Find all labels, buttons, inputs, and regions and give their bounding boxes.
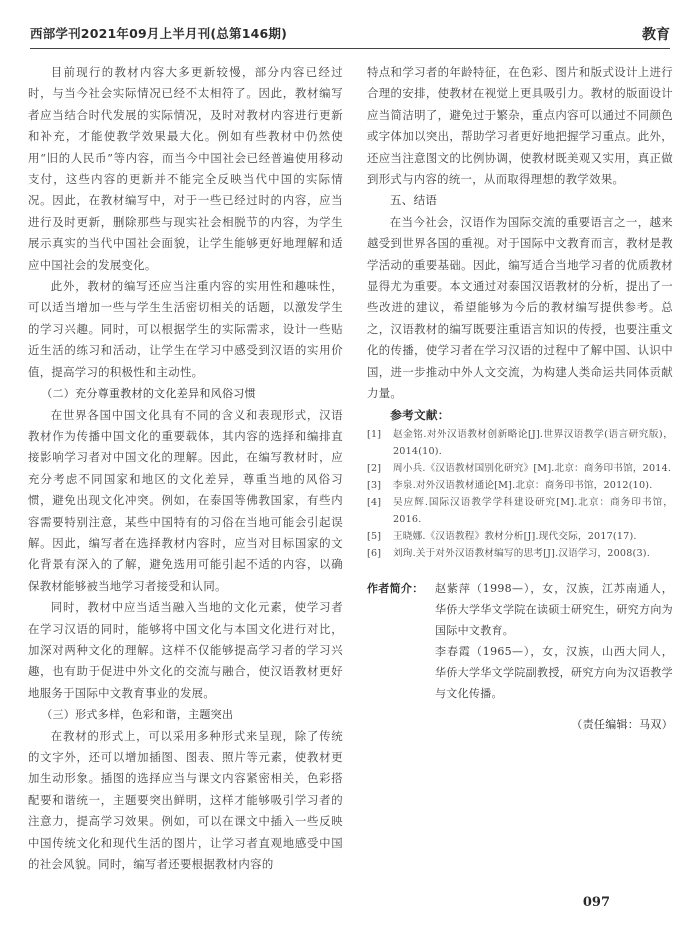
page-number: 097: [582, 895, 610, 910]
reference-item: [367, 494, 673, 528]
paragraph: 在世界各国中国文化具有不同的含义和表现形式，汉语教材作为传播中国文化的重要载体，其内容的选择和编排直接影响学习者对中国文化的理解。因此，在编写教材时，应充分考虑不同国家和地区的文化差异，尊重当地的风俗习惯，避免出现文化冲突。例如，在泰国等佛教国家，有些内容需要特别注意，某些中国特有的习俗在当地可能会引起误解。因此，编写者在选择教材内容时，应当对目标国家的文化背景有深入的了解，避免选用可能引起不适的内容，以确保教材能够被当地学习者接受和认同。: [28, 407, 343, 593]
right-column: [367, 62, 673, 735]
reference-number: [1]: [367, 428, 382, 440]
paragraph: 在当今社会，汉语作为国际交流的重要语言之一，越来越受到世界各国的重视。对于国际中文教育而言，教材是教学活动的重要基础。因此，编写适合当地学习者的优质教材显得尤为重要。本文通过对泰国汉语教材的分析，提出了一些改进的建议，希望能够为今后的教材编写提供参考。总之，汉语教材的编写既要注重语言知识的传授，也要注重文化的传播，使学习者在学习汉语的过程中了解中国、认识中国，进一步推动中外人文交流，为构建人类命运共同体贡献力量。: [367, 214, 673, 401]
responsible-editor: （责任编辑：马双）: [571, 717, 673, 731]
author-bio: 李春霞（1965—），女，汉族，山西大同人，华侨大学华文学院副教授，研究方向为汉语教学与文化传播。: [435, 644, 673, 700]
paragraph: 目前现行的教材内容大多更新较慢，部分内容已经过时，与当今社会实际情况已经不太相符了。因此，教材编写者应当结合时代发展的实际情况，及时对教材内容进行更新和补充，才能使教学效果最大化。例如有些教材中仍然使用“旧的人民币”等内容，而当今中国社会已经普遍使用移动支付，这些内容的更新并不能完全反映当代中国的实际情况。因此，在教材编写中，对于一些已经过时的内容，应当进行及时更新，删除那些与现实社会相脱节的内容，为学生展示真实的当代中国社会面貌，让学生能够更好地理解和适应中国社会的发展变化。: [28, 65, 343, 272]
reference-item: [367, 528, 673, 545]
paragraph: 同时，教材中应当适当融入当地的文化元素，使学习者在学习汉语的同时，能够将中国文化与本国文化进行对比，加深对两种文化的理解。这样不仅能够提高学习者的学习兴趣，也有助于促进中外文化的交流与融合，使汉语教材更好地服务于国际中文教育事业的发展。: [28, 600, 343, 700]
author-bio: 赵紫萍（1998—），女，汉族，江苏南通人，华侨大学华文学院在读硕士研究生，研究方向为国际中文教育。: [435, 581, 673, 637]
author-label: 作者简介：: [367, 581, 424, 595]
reference-text: 李泉.对外汉语教材通论[M].北京：商务印书馆，2012(10).: [393, 479, 653, 491]
section-heading: 五、结语: [390, 193, 438, 208]
reference-number: [4]: [367, 496, 382, 508]
paragraph: 此外，教材的编写还应当注重内容的实用性和趣味性，可以适当增加一些与学生生活密切相关的话题，以激发学生的学习兴趣。同时，可以根据学生的实际需求，设计一些贴近生活的练习和活动，让学生在学习中感受到汉语的实用价值，提高学习的积极性和主动性。: [28, 279, 343, 379]
reference-item: [367, 477, 673, 494]
paragraph: 特点和学习者的年龄特征，在色彩、图片和版式设计上进行合理的安排，使教材在视觉上更具吸引力。教材的版面设计应当简洁明了，避免过于繁杂，重点内容可以通过不同颜色或字体加以突出，帮助学习者更好地把握学习重点。此外，还应当注意图文的比例协调，使教材既美观又实用，真正做到形式与内容的统一，从而取得理想的教学效果。: [367, 65, 673, 187]
reference-text: 刘珣.关于对外汉语教材编写的思考[J].汉语学习，2008(3).: [393, 547, 650, 559]
reference-text: 赵金铭.对外汉语教材创新略论[J].世界汉语教学(语言研究版)，2014(10).: [393, 428, 673, 457]
running-header: [30, 22, 670, 49]
paragraph: 在教材的形式上，可以采用多种形式来呈现，除了传统的文字外，还可以增加插图、图表、照片等元素，使教材更加生动形象。插图的选择应当与课文内容紧密相关，色彩搭配要和谐统一，主题要突出鲜明，这样才能够吸引学习者的注意力，提高学习效果。例如，可以在课文中插入一些反映中国传统文化和现代生活的图片，让学习者直观地感受中国的社会风貌。同时，编写者还要根据教材内容的: [28, 728, 343, 872]
reference-text: 周小兵.《汉语教材国别化研究》[M].北京：商务印书馆，2014.: [393, 462, 672, 474]
reference-item: [367, 545, 673, 562]
reference-number: [3]: [367, 479, 382, 491]
reference-number: [5]: [367, 530, 382, 542]
subsection-heading: （三）形式多样，色彩和谐，主题突出: [41, 708, 234, 722]
reference-number: [2]: [367, 462, 382, 474]
journal-title: 西部学刊2021年09月上半月刊(总第146期): [30, 26, 288, 41]
reference-item: [367, 460, 673, 477]
subsection-heading: （二）充分尊重教材的文化差异和风俗习惯: [41, 387, 256, 401]
references-title: 参考文献：: [390, 407, 450, 422]
reference-text: 王晓娜.《汉语教程》教材分析[J].现代交际，2017(17).: [393, 530, 637, 542]
reference-text: 吴应辉.国际汉语教学学科建设研究[M].北京：商务印书馆，2016.: [393, 496, 673, 525]
author-info: [367, 578, 673, 704]
author-bios: [435, 578, 673, 704]
reference-list: [367, 426, 673, 562]
reference-number: [6]: [367, 547, 382, 559]
reference-item: [367, 426, 673, 460]
left-column: [28, 62, 343, 875]
section-label: 教育: [642, 27, 670, 43]
